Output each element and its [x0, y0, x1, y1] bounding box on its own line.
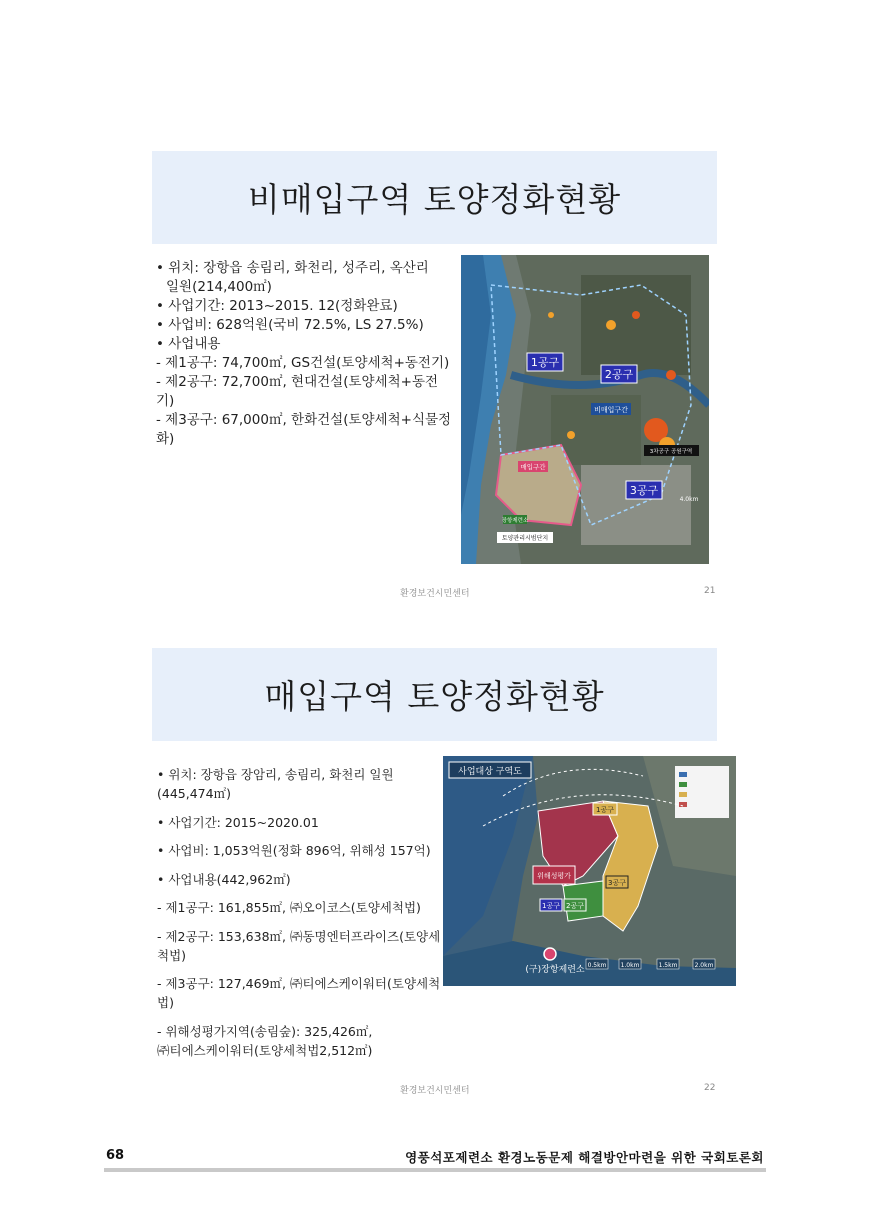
- slide1-bullet-location-cont: 일원(214,400㎡): [166, 279, 272, 295]
- slide1-bullet-zone2: - 제2공구: 72,700㎡, 현대건설(토양세척+동전기): [156, 374, 439, 409]
- slide1-bullet-zone3: - 제3공구: 67,000㎡, 한화건설(토양세척+식물정화): [156, 412, 452, 447]
- slide2-bullet-content: • 사업내용(442,962㎡): [157, 871, 291, 887]
- slide1-map-zone3-plant-label: 3차공구 공원구역: [649, 449, 693, 455]
- slide2-map-risk-label: 위해성평가: [537, 872, 571, 880]
- slide2-bullet-zone2: - 제2공구: 153,638㎡, ㈜동명엔터프라이즈(토양세척법): [157, 928, 441, 963]
- slide2-map-distance-2: 1.0km: [620, 962, 640, 969]
- slide1-title: 비매입구역 토양정화현황: [152, 151, 717, 244]
- slide1-footer-org: 환경보건시민센터: [400, 589, 470, 599]
- slide1-map-zone2-label: 2공구: [604, 368, 634, 381]
- slide1-bullet-zone1: - 제1공구: 74,700㎡, GS건설(토양세척+동전기): [156, 355, 450, 371]
- slide2-map-distance-1: 0.5km: [587, 962, 607, 969]
- slide1-map-zone3-label: 3공구: [629, 484, 659, 497]
- slide2-bullet-period: • 사업기간: 2015~2020.01: [157, 814, 319, 830]
- slide1-bullet-period: • 사업기간: 2013~2015. 12(정화완료): [156, 298, 398, 314]
- slide2-map-zone3-label: 3공구: [608, 879, 626, 887]
- footer-rule: [104, 1168, 766, 1172]
- slide2-footer-org: 환경보건시민센터: [400, 1086, 470, 1096]
- slide1-map-distance-label: 4.0km: [679, 496, 699, 503]
- slide1-footer-slide-number: 21: [704, 586, 716, 596]
- slide2-footer-slide-number: 22: [704, 1083, 716, 1093]
- slide1-map-nonpurchase-label: 비매입구간: [594, 406, 628, 414]
- slide2-map-refinery-label: (구)장항제련소: [525, 965, 585, 975]
- slide1-bullet-location: • 위치: 장항읍 송림리, 화천리, 성주리, 옥산리: [156, 260, 429, 276]
- slide2-bullet-risk-cont: ㈜티에스케이워터(토양세척법2,512㎡): [157, 1042, 373, 1058]
- slide2-map-title: 사업대상 구역도: [458, 767, 522, 777]
- slide1-bullet-list: [156, 259, 456, 449]
- slide1-map-purchase-label: 매입구간: [520, 463, 546, 471]
- slide1-map-refinery-label: 장항제련소: [501, 518, 529, 524]
- page-number: 68: [106, 1148, 125, 1163]
- slide1-map-zone1-label: 1공구: [530, 356, 560, 369]
- slide1-map-soil-center-label: 토양관리시범단지: [501, 535, 549, 542]
- document-title: 영풍석포제련소 환경노동문제 해결방안마련을 위한 국회토론회: [405, 1150, 764, 1165]
- slide2-bullet-risk: - 위해성평가지역(송림숲): 325,426㎡,: [157, 1023, 373, 1039]
- slide1-bullet-cost: • 사업비: 628억원(국비 72.5%, LS 27.5%): [156, 317, 424, 333]
- slide2-map-distance-3: 1.5km: [658, 962, 678, 969]
- slide2-bullet-location: • 위치: 장항읍 장암리, 송림리, 화천리 일원(445,474㎡): [157, 767, 394, 801]
- slide2-map-zone2-label: 1공구: [542, 902, 560, 910]
- slide2-bullet-zone3: - 제3공구: 127,469㎡, ㈜티에스케이워터(토양세척법): [157, 976, 441, 1010]
- slide2-project-map: [443, 756, 736, 986]
- slide1-satellite-map: [461, 255, 709, 564]
- slide2-bullet-list: [157, 765, 447, 1069]
- slide1-bullet-content: • 사업내용: [156, 336, 221, 352]
- slide2-title: 매입구역 토양정화현황: [152, 648, 717, 741]
- slide2-map-zone2b-label: 2공구: [566, 902, 584, 910]
- slide2-map-distance-4: 2.0km: [694, 962, 714, 969]
- slide2-bullet-cost: • 사업비: 1,053억원(정화 896억, 위해성 157억): [157, 843, 431, 858]
- slide2-bullet-zone1: - 제1공구: 161,855㎡, ㈜오이코스(토양세척법): [157, 900, 421, 915]
- slide2-map-zone1-label: 1공구: [596, 806, 614, 814]
